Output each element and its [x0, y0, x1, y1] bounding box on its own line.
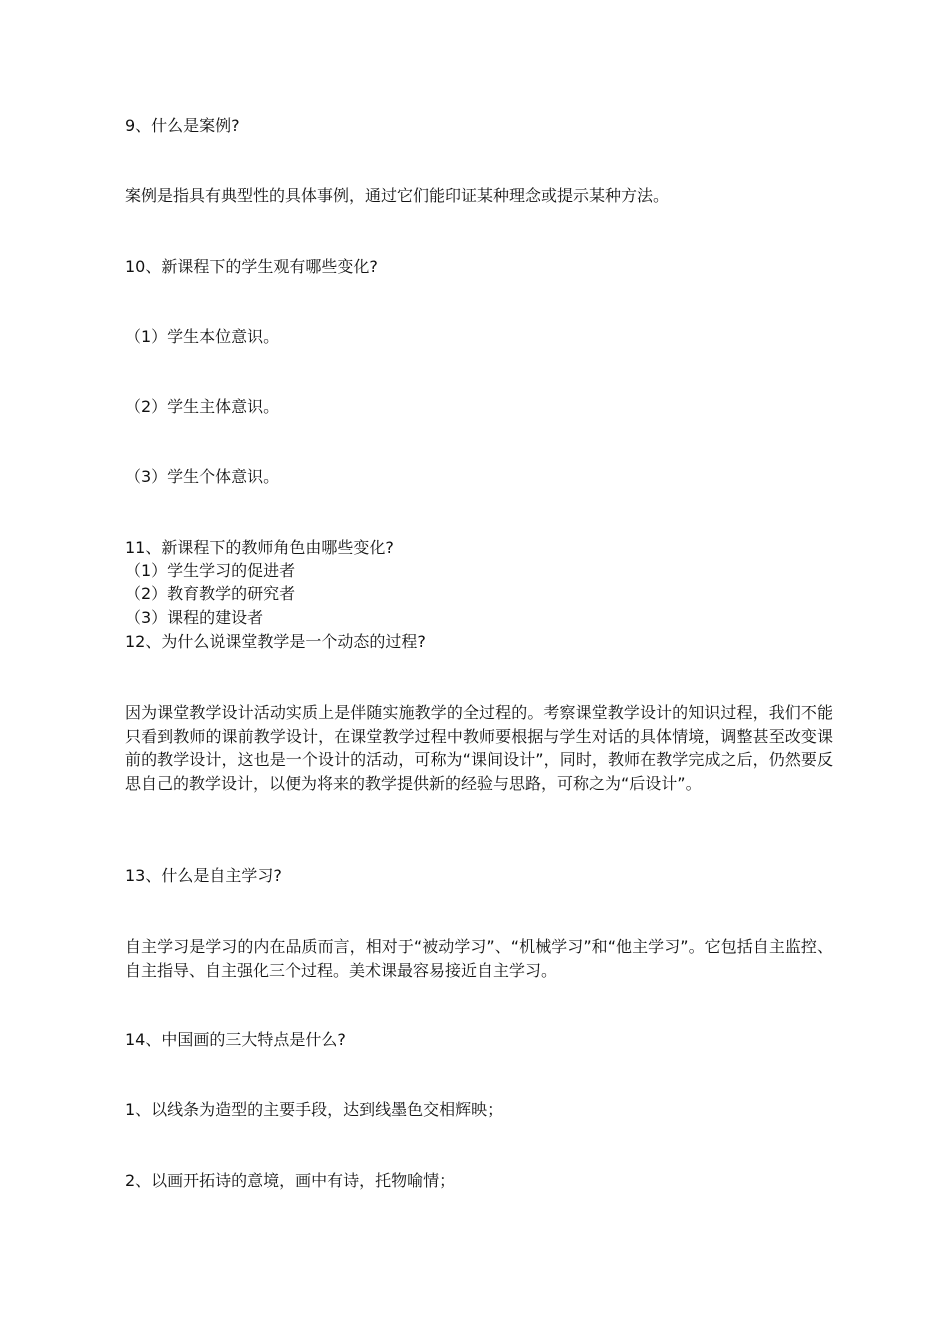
answer-9: 案例是指具有典型性的具体事例，通过它们能印证某种理念或提示某种方法。	[125, 186, 670, 205]
answer-10-item-3: （3）学生个体意识。	[125, 467, 280, 486]
question-9: 9、什么是案例?	[125, 116, 240, 135]
question-14: 14、中国画的三大特点是什么?	[125, 1030, 346, 1049]
answer-13: 自主学习是学习的内在品质而言，相对于“被动学习”、“机械学习”和“他主学习”。它包括自主监控、自主指导、自主强化三个过程。美术课最容易接近自主学习。	[125, 937, 833, 980]
answer-14-item-2: 2、以画开拓诗的意境，画中有诗，托物喻情；	[125, 1171, 456, 1190]
answer-10-item-1: （1）学生本位意识。	[125, 327, 280, 346]
question-12: 12、为什么说课堂教学是一个动态的过程?	[125, 632, 426, 651]
answer-11-item-2: （2）教育教学的研究者	[125, 584, 296, 603]
answer-14-item-1: 1、以线条为造型的主要手段，达到线墨色交相辉映；	[125, 1100, 504, 1119]
answer-10-item-2: （2）学生主体意识。	[125, 397, 280, 416]
answer-11-item-1: （1）学生学习的促进者	[125, 561, 296, 580]
answer-12: 因为课堂教学设计活动实质上是伴随实施教学的全过程的。考察课堂教学设计的知识过程，我们不能只看到教师的课前教学设计，在课堂教学过程中教师要根据与学生对话的具体情境，调整甚至改变课前的教学设计，这也是一个设计的活动，可称为“课间设计”，同时，教师在教学完成之后，仍然要反思自己的教学设计，以便为将来的教学提供新的经验与思路，可称之为“后设计”。	[125, 703, 833, 793]
question-10: 10、新课程下的学生观有哪些变化?	[125, 257, 378, 276]
question-13: 13、什么是自主学习?	[125, 866, 282, 885]
answer-11-item-3: （3）课程的建设者	[125, 608, 264, 627]
question-11: 11、新课程下的教师角色由哪些变化?	[125, 538, 394, 557]
